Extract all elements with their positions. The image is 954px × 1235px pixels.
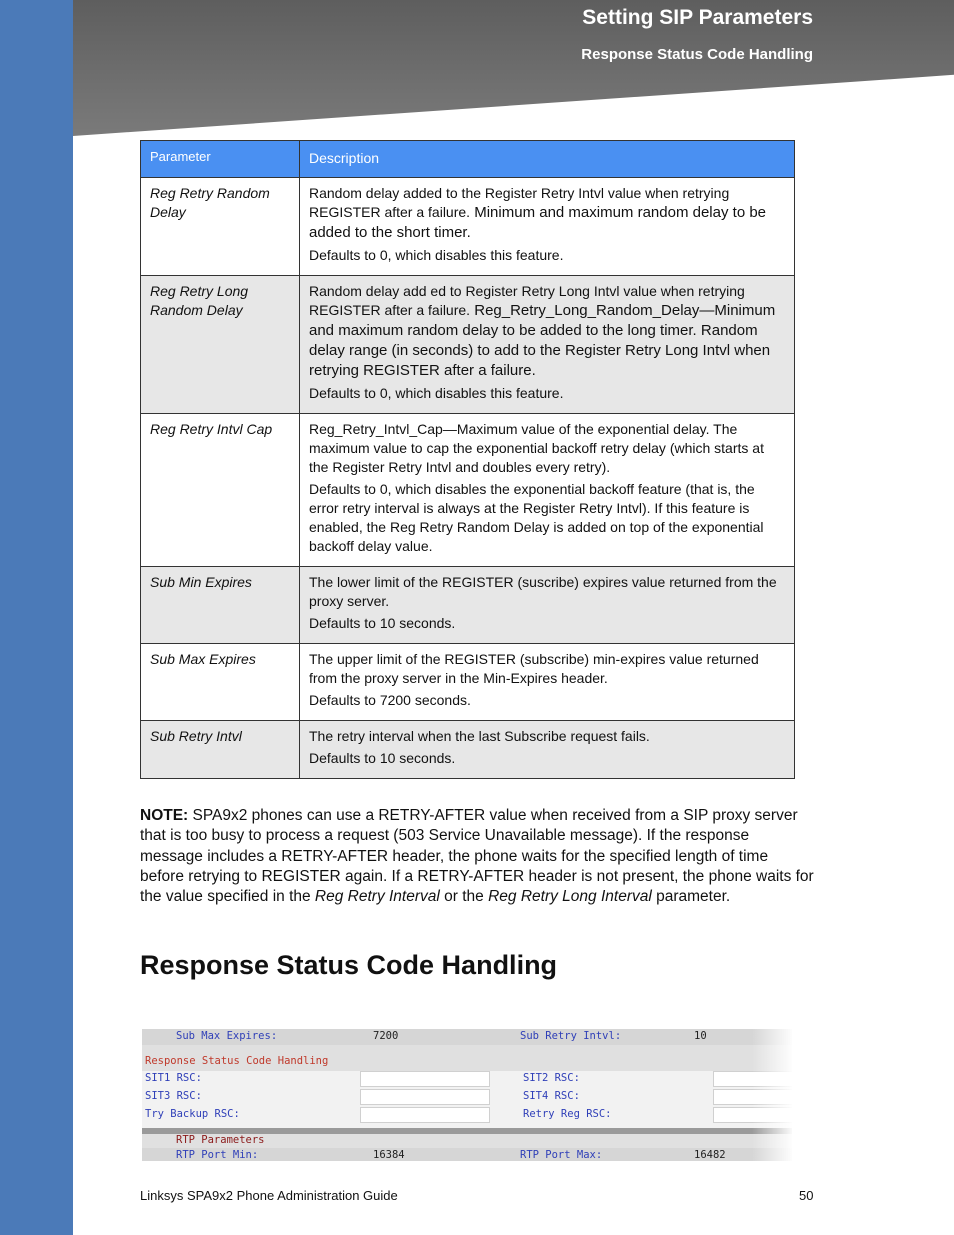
sub-retry-intvl-label: Sub Retry Intvl: (520, 1030, 622, 1042)
parameter-description (300, 276, 795, 414)
parameter-name: Sub Min Expires (141, 567, 300, 644)
sit3-rsc-input[interactable] (360, 1089, 490, 1105)
description-text: Reg_Retry_Long_Random_Delay—Minimum and maximum random delay to be added to the long timer. Random delay range (in seconds) to add to the Register Retry Long Intvl when retrying REGISTER after a failure. (309, 302, 776, 379)
sub-retry-intvl-value: 10 (694, 1030, 707, 1042)
try-backup-rsc-label: Try Backup RSC: (145, 1108, 240, 1120)
parameter-name: Reg Retry Long Random Delay (141, 276, 300, 414)
description-column-header: Description (300, 141, 795, 178)
page-header-band (73, 0, 954, 136)
rtp-port-min-value: 16384 (373, 1149, 405, 1161)
table-header-row (141, 141, 795, 178)
sit2-rsc-label: SIT2 RSC: (523, 1072, 580, 1084)
footer-page-number: 50 (799, 1188, 814, 1203)
description-text: Random delay added to the Register Retry Intvl value when retrying REGISTER after a failure. (309, 185, 730, 220)
default-value-text: Defaults to 0, which disables this feature. (309, 385, 564, 401)
note-emphasis: Reg Retry Interval (314, 888, 440, 906)
table-row (141, 276, 795, 414)
note-text: parameter. (651, 888, 731, 906)
table-row (141, 414, 795, 567)
note-paragraph (140, 806, 815, 907)
description-text: The retry interval when the last Subscribe request fails. (309, 728, 650, 744)
description-text: The lower limit of the REGISTER (suscribe) expires value returned from the proxy server. (309, 574, 777, 609)
section-heading: Response Status Code Handling (140, 950, 558, 980)
default-value-text: Defaults to 10 seconds. (309, 615, 456, 631)
parameter-description (300, 414, 795, 567)
note-emphasis: Reg Retry Long Interval (488, 888, 652, 906)
default-value-text: Defaults to 7200 seconds. (309, 692, 471, 708)
rtp-port-max-label: RTP Port Max: (520, 1149, 603, 1161)
side-accent-bar (0, 0, 73, 1235)
sub-max-expires-label: Sub Max Expires: (176, 1030, 278, 1042)
default-value-text: Defaults to 0, which disables this feature. (309, 247, 564, 263)
web-ui-screenshot (142, 1029, 792, 1161)
rtp-section-title: RTP Parameters (176, 1134, 265, 1146)
table-row (141, 721, 795, 779)
description-text: The upper limit of the REGISTER (subscribe) min-expires value returned from the proxy server in the Min-Expires header. (309, 651, 759, 686)
description-text: Reg_Retry_Intvl_Cap—Maximum value of the exponential delay. The maximum value to cap the exponential backoff retry delay (which starts at the Register Retry Intvl and doubles every retry). (309, 421, 764, 475)
description-text: Minimum and maximum random delay to be added to the short timer. (309, 204, 767, 241)
parameter-column-header: Parameter (141, 141, 300, 178)
try-backup-rsc-input[interactable] (360, 1107, 490, 1123)
default-value-text: Defaults to 10 seconds. (309, 750, 456, 766)
retry-reg-rsc-label: Retry Reg RSC: (523, 1108, 612, 1120)
screenshot-fade-edge (752, 1029, 792, 1161)
sit1-rsc-input[interactable] (360, 1071, 490, 1087)
rtp-port-min-label: RTP Port Min: (176, 1149, 259, 1161)
note-text: or the (439, 888, 489, 906)
parameter-name: Sub Retry Intvl (141, 721, 300, 779)
table-row (141, 644, 795, 721)
section-subtitle: Response Status Code Handling (581, 46, 813, 63)
sit3-rsc-label: SIT3 RSC: (145, 1090, 202, 1102)
parameter-description (300, 644, 795, 721)
footer-guide-title: Linksys SPA9x2 Phone Administration Guide (140, 1188, 398, 1203)
parameters-table (140, 140, 795, 779)
parameter-name: Sub Max Expires (141, 644, 300, 721)
sit4-rsc-label: SIT4 RSC: (523, 1090, 580, 1102)
parameter-name: Reg Retry Random Delay (141, 178, 300, 276)
rtp-port-max-value: 16482 (694, 1149, 726, 1161)
parameter-name: Reg Retry Intvl Cap (141, 414, 300, 567)
sit1-rsc-label: SIT1 RSC: (145, 1072, 202, 1084)
table-row (141, 567, 795, 644)
sub-max-expires-value: 7200 (373, 1030, 399, 1042)
parameter-description (300, 178, 795, 276)
rsc-section-title: Response Status Code Handling (145, 1055, 329, 1067)
parameter-description (300, 721, 795, 779)
chapter-title: Setting SIP Parameters (582, 6, 813, 29)
note-text: SPA9x2 phones can use a RETRY-AFTER value when received from a SIP proxy server that is too busy to process a request (503 Service Unavailable message). If the response message includes a RETRY-AFTER header, the phone waits for the specified length of time before retrying to REGISTER again. If a RETRY-AFTER header is not present, the phone waits for the value specified in the (140, 807, 814, 906)
table-row (141, 178, 795, 276)
default-value-text: Defaults to 0, which disables the exponential backoff feature (that is, the error retry interval is always at the Register Retry Intvl). If this feature is enabled, the Reg Retry Random Delay is added on top of the exponential backoff delay value. (309, 481, 764, 554)
parameter-description (300, 567, 795, 644)
note-label: NOTE: (140, 807, 189, 824)
description-text: Random delay add ed to Register Retry Long Intvl value when retrying REGISTER after a failure. (309, 283, 745, 318)
